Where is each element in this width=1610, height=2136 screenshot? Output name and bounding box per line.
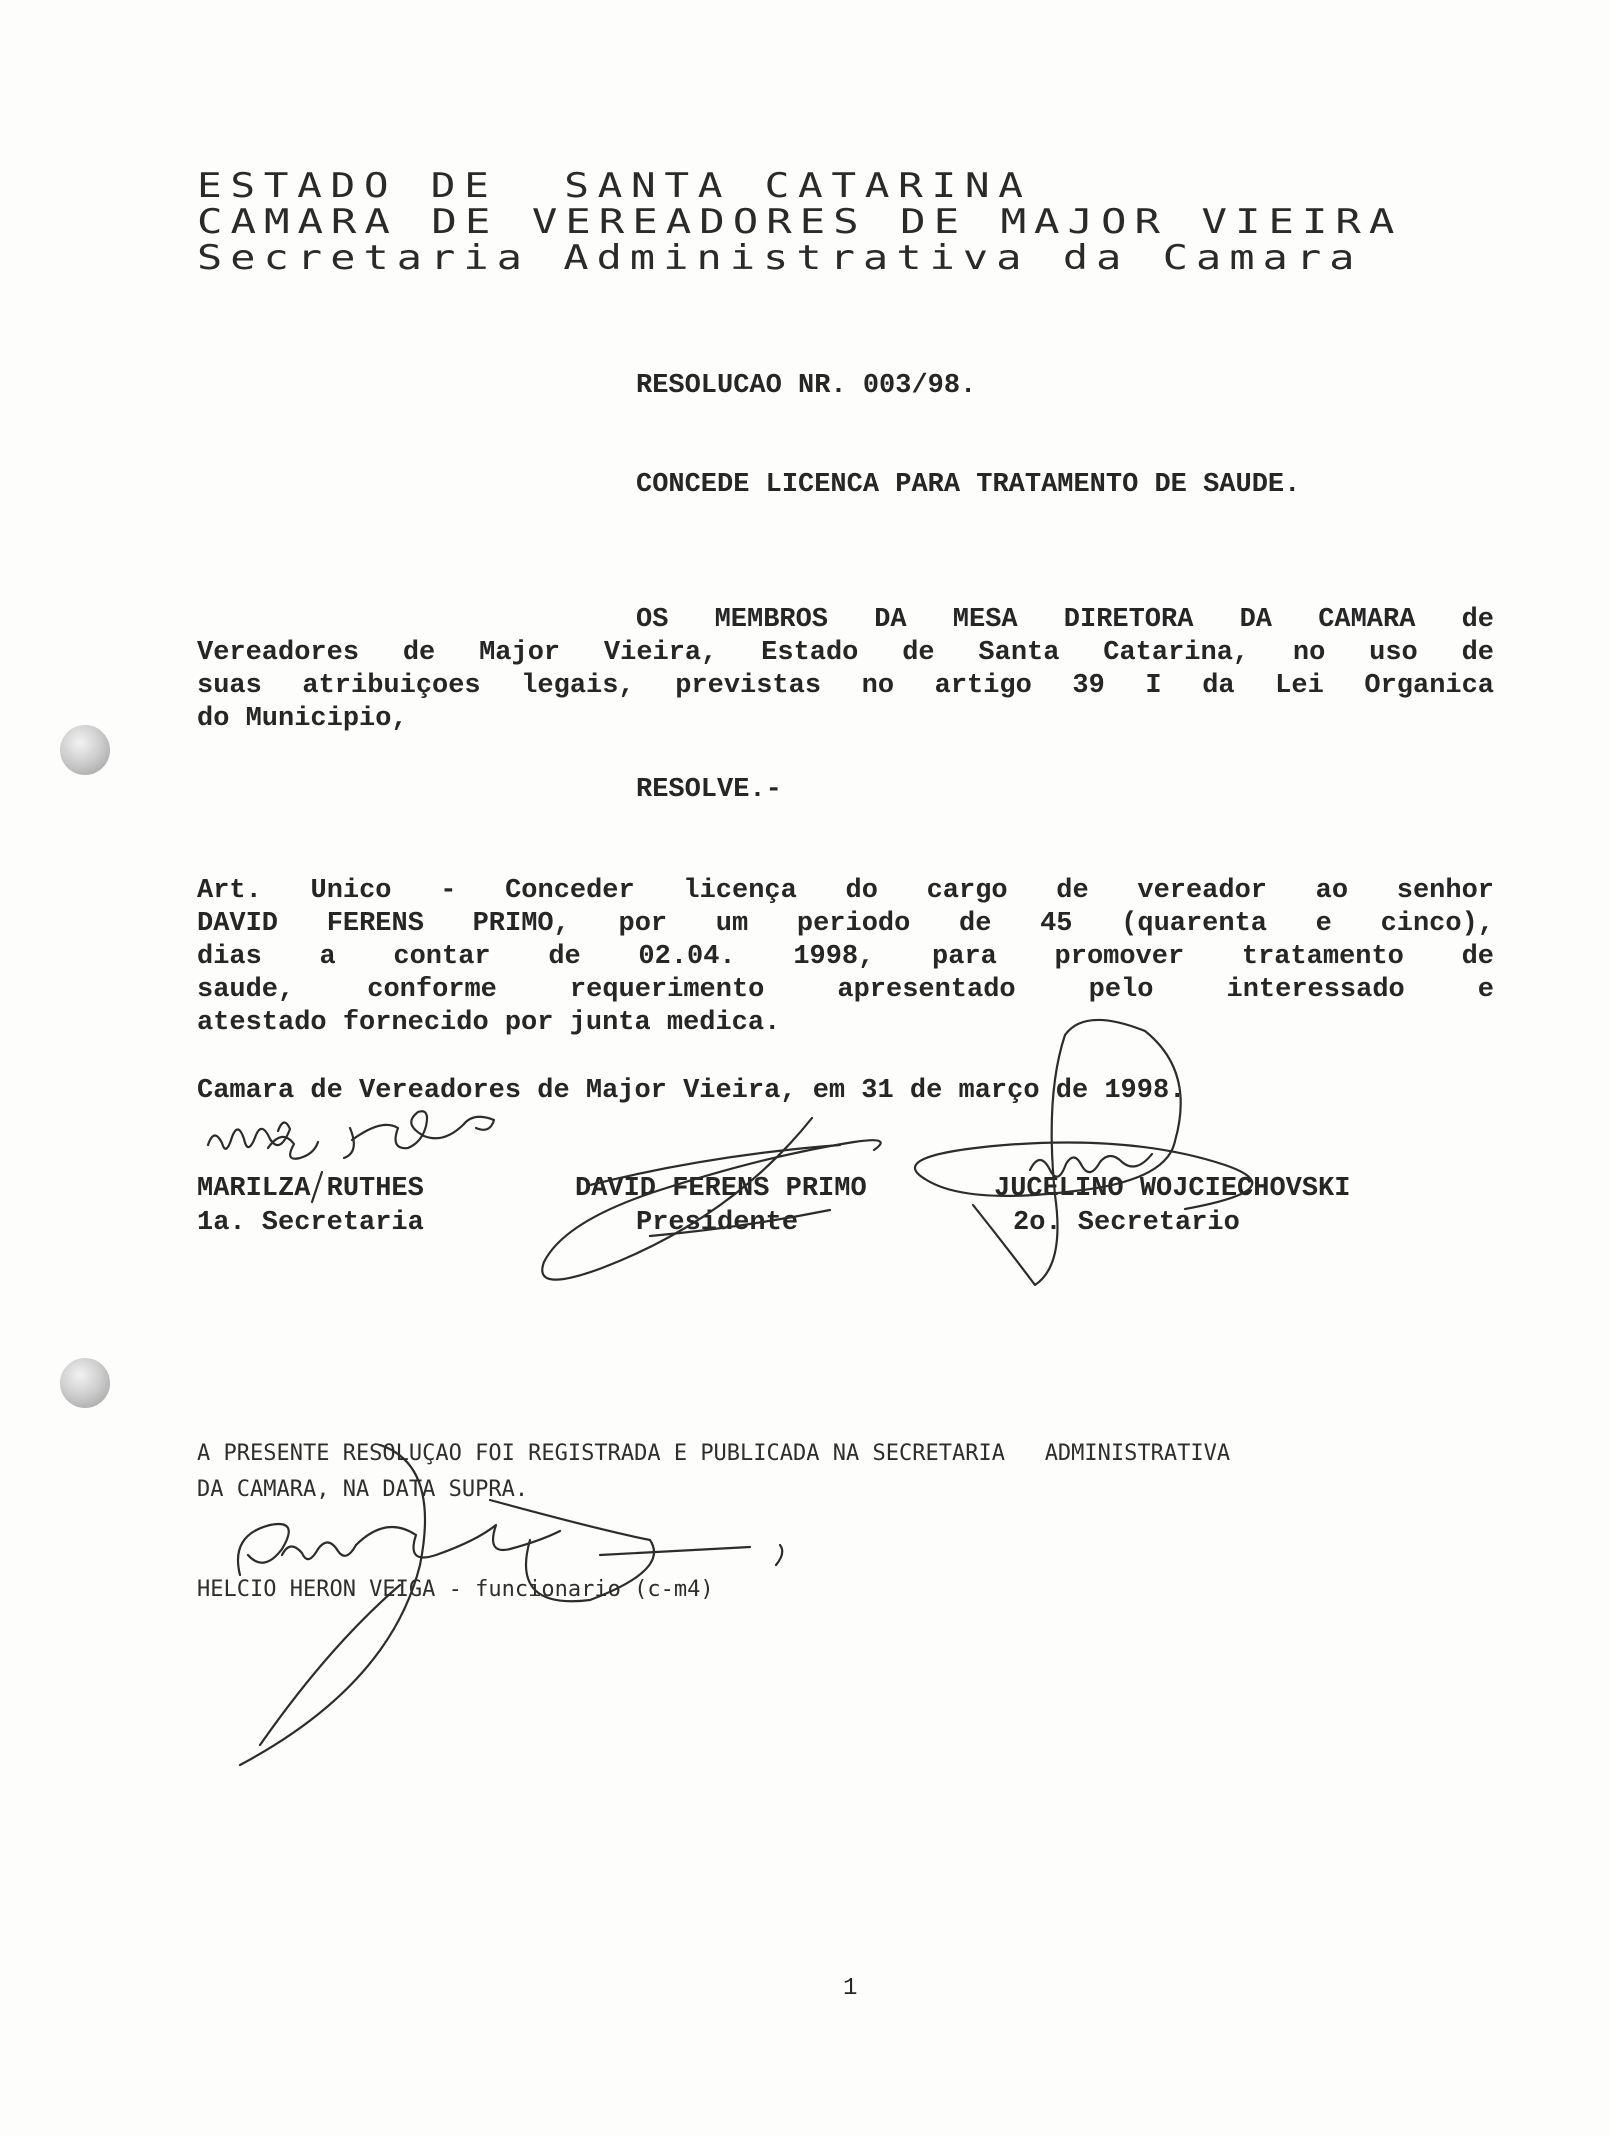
registration-line-1: A PRESENTE RESOLUÇAO FOI REGISTRADA E PUBLICADA NA SECRETARIA ADMINISTRATIVA xyxy=(197,1441,1231,1466)
punch-hole-bottom xyxy=(60,1358,110,1408)
preamble-line-1: OS MEMBROS DA MESA DIRETORA DA CAMARA de xyxy=(636,605,1494,635)
resolution-number: RESOLUCAO NR. 003/98. xyxy=(636,371,977,401)
preamble-line-4: do Municipio, xyxy=(197,704,408,734)
signatory-role-3: 2o. Secretario xyxy=(1013,1208,1240,1238)
page-number: 1 xyxy=(843,1975,858,2002)
article-line-2: DAVID FERENS PRIMO, por um periodo de 45 (quarenta e cinco), xyxy=(197,909,1494,939)
header-state: ESTADO DE SANTA CATARINA xyxy=(197,166,1032,206)
article-line-4: saude, conforme requerimento apresentado pelo interessado e xyxy=(197,975,1494,1005)
article-line-5: atestado fornecido por junta medica. xyxy=(197,1008,781,1038)
resolve-heading: RESOLVE.- xyxy=(636,775,782,805)
header-secretariat: Secretaria Administrativa da Camara xyxy=(197,238,1363,278)
registration-signer: HELCIO HERON VEIGA - funcionario (c-m4) xyxy=(197,1577,714,1602)
signature-jucelino-wojciechovski xyxy=(915,1020,1252,1285)
signatory-name-2: DAVID FERENS PRIMO xyxy=(575,1174,867,1204)
signatory-role-1: 1a. Secretaria xyxy=(197,1208,424,1238)
header-chamber: CAMARA DE VEREADORES DE MAJOR VIEIRA xyxy=(197,202,1403,242)
preamble-line-2: Vereadores de Major Vieira, Estado de Santa Catarina, no uso de xyxy=(197,638,1494,668)
preamble-line-3: suas atribuiçoes legais, previstas no artigo 39 I da Lei Organica xyxy=(197,671,1494,701)
article-line-3: dias a contar de 02.04. 1998, para promover tratamento de xyxy=(197,942,1494,972)
punch-hole-top xyxy=(60,725,110,775)
registration-line-2: DA CAMARA, NA DATA SUPRA. xyxy=(197,1477,529,1502)
signatory-name-1: MARILZA RUTHES xyxy=(197,1174,424,1204)
date-line: Camara de Vereadores de Major Vieira, em 31 de março de 1998. xyxy=(197,1076,1186,1106)
signatory-name-3: JUCELINO WOJCIECHOVSKI xyxy=(994,1174,1351,1204)
article-line-1: Art. Unico - Conceder licença do cargo de vereador ao senhor xyxy=(197,876,1494,906)
signatory-role-2: Presidente xyxy=(636,1208,799,1238)
resolution-subject: CONCEDE LICENCA PARA TRATAMENTO DE SAUDE. xyxy=(636,470,1301,500)
